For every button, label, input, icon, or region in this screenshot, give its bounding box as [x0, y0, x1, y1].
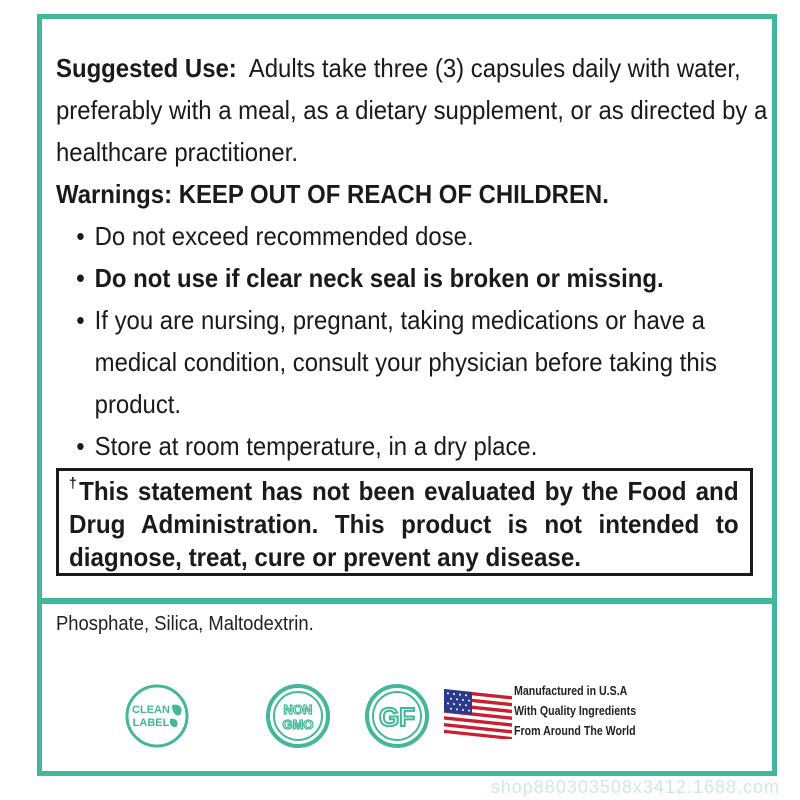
- warnings-list: [56, 215, 785, 467]
- dagger-mark: †: [69, 475, 80, 492]
- directions-section: [42, 19, 772, 595]
- fda-disclaimer-box: [56, 468, 753, 576]
- usa-line2: With Quality Ingredients: [514, 704, 637, 718]
- warning-item: • Store at room temperature, in a dry place.: [76, 425, 784, 467]
- non-gmo-line1: NON: [283, 702, 313, 717]
- badges-row: [124, 683, 764, 755]
- gluten-free-text: GF: [378, 702, 416, 732]
- watermark: shop880303508x3412.1688.com: [490, 777, 780, 797]
- usa-line1: Manufactured in U.S.A: [514, 684, 628, 698]
- us-flag-icon: [444, 689, 514, 739]
- leaf-icon: [172, 705, 182, 716]
- fda-disclaimer: [69, 475, 739, 574]
- warnings-heading: Warnings: KEEP OUT OF REACH OF CHILDREN.: [56, 179, 609, 209]
- made-in-usa-text: [514, 681, 636, 741]
- warning-item: • If you are nursing, pregnant, taking medications or have a medical condition, consult your physician before taking this product.: [76, 299, 784, 425]
- clean-label-icon: [124, 683, 190, 749]
- gluten-free-icon: [364, 683, 430, 749]
- usa-line3: From Around The World: [514, 724, 636, 738]
- section-divider: [42, 598, 772, 604]
- suggested-use-heading: Suggested Use:: [56, 53, 237, 83]
- non-gmo-line2: GMO: [282, 717, 314, 732]
- suggested-use-text: Adults take three (3) capsules daily with water, preferably with a meal, as a dietary supplement, or as directed by a healthcare practitioner.: [56, 53, 768, 167]
- suggested-use-paragraph: [56, 47, 783, 173]
- warning-item: • Do not exceed recommended dose.: [76, 215, 784, 257]
- leaf-icon: [170, 719, 178, 728]
- clean-label-line1: CLEAN: [132, 704, 170, 716]
- ingredients-tail: Phosphate, Silica, Maltodextrin.: [56, 613, 314, 635]
- label-frame: [37, 14, 777, 776]
- warning-item: • Do not use if clear neck seal is broken or missing.: [76, 257, 784, 299]
- clean-label-line2: LABEL: [132, 717, 170, 729]
- non-gmo-icon: [265, 683, 331, 749]
- fda-disclaimer-text: This statement has not been evaluated by the Food and Drug Administration. This product is not intended to diagnose, treat, cure or prevent any disease.: [69, 476, 739, 572]
